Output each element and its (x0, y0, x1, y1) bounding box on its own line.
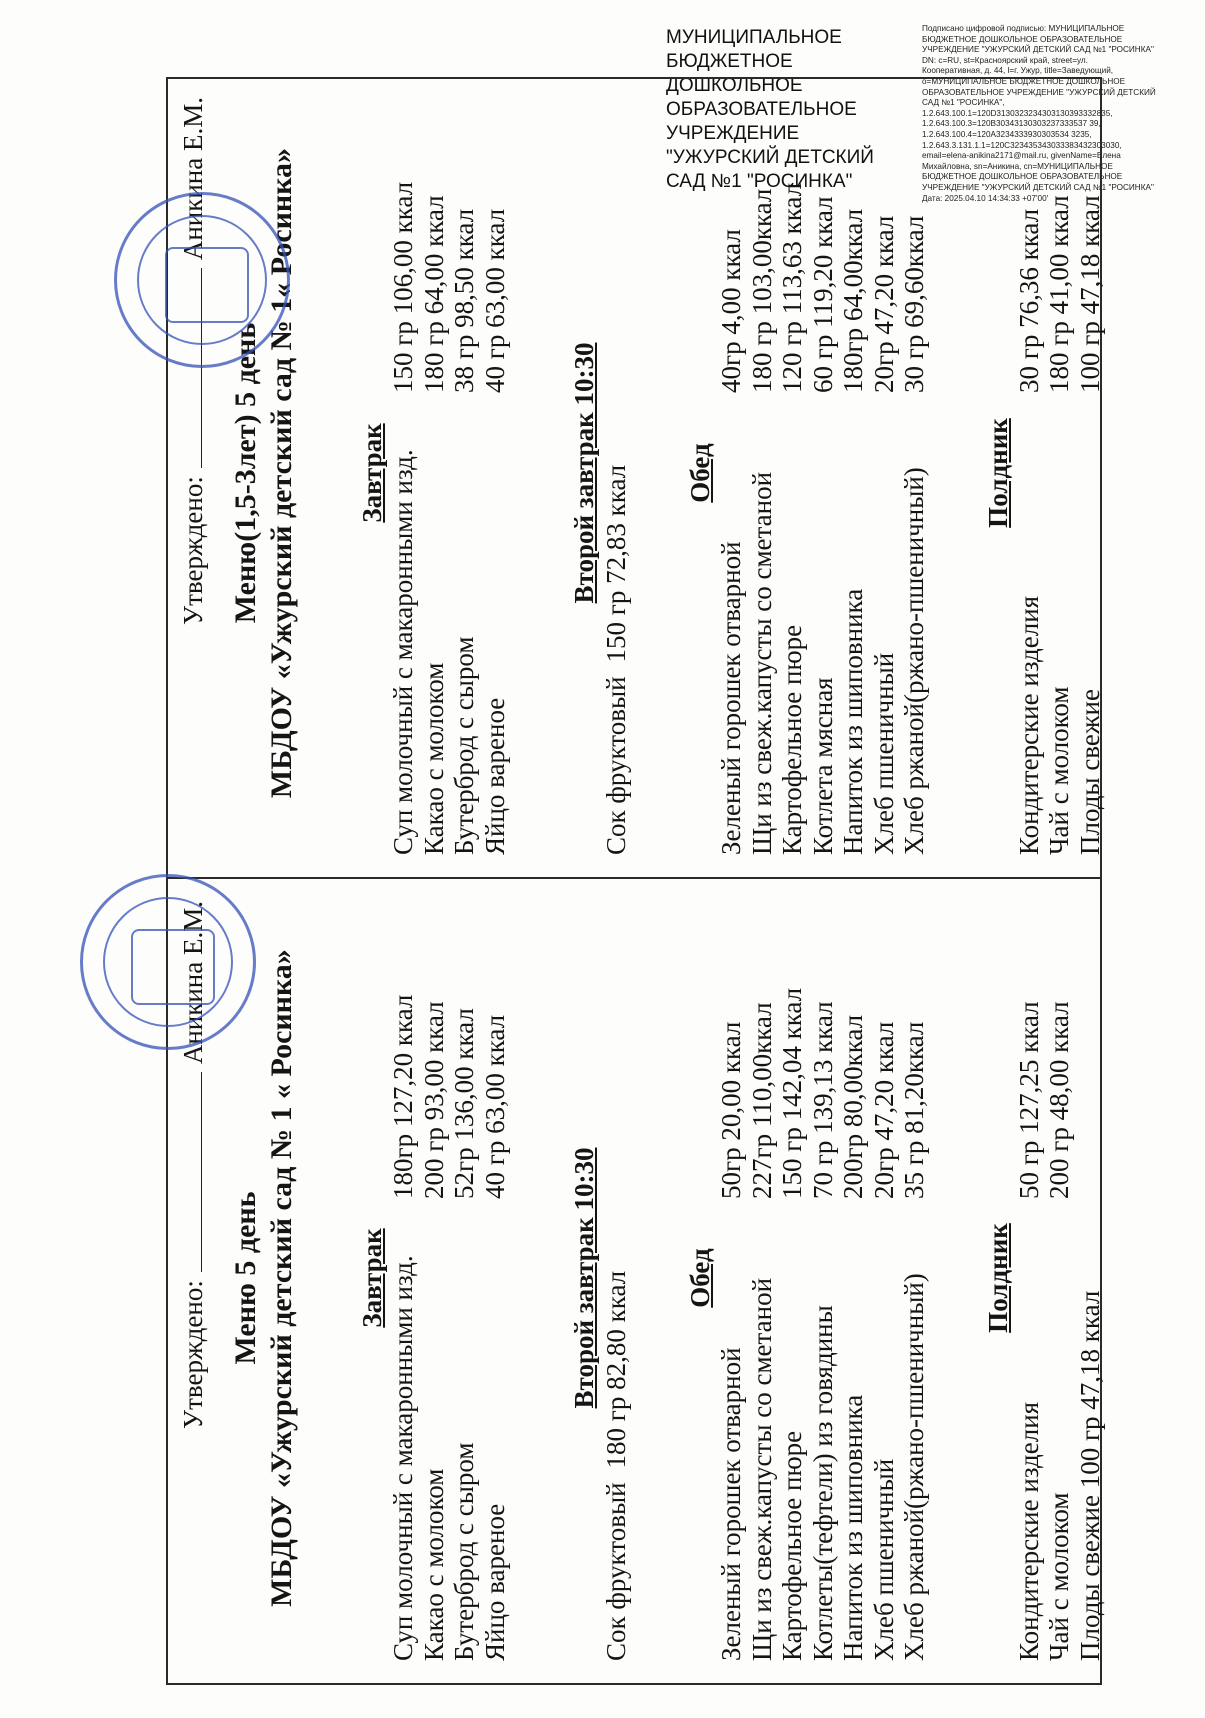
dish-name: Кондитерские изделия (1013, 595, 1044, 855)
menu-item (869, 91, 900, 855)
dish-portion-kcal: 40гр 4,00 ккал (716, 229, 746, 393)
menu-item (1075, 895, 1106, 1661)
dish-name: Напиток из шиповника (838, 588, 868, 855)
signature-details-line: 1.2.643.100.3=120B30343130303237333537 39, (922, 119, 1101, 129)
section-title-second-breakfast: Второй завтрак 10:30 (569, 342, 599, 604)
signature-details-line: САД №1 "РОСИНКА", (922, 98, 1005, 108)
signature-org-line: "УЖУРСКИЙ ДЕТСКИЙ (666, 147, 874, 168)
signature-org-line: БЮДЖЕТНОЕ (666, 51, 793, 72)
menu-item (716, 91, 747, 855)
menu-item (449, 91, 480, 855)
menu-item (600, 895, 632, 1661)
section-title-breakfast: Завтрак (357, 423, 387, 523)
menu-item (777, 895, 808, 1661)
menu-column-right (168, 75, 1105, 879)
section-title-second-breakfast: Второй завтрак 10:30 (569, 1147, 599, 1409)
section-title-lunch: Обед (685, 1248, 715, 1308)
menu-item (899, 895, 930, 1661)
dish-name: Бутерброд с сыром (449, 636, 479, 855)
dish-name: Суп молочный с макаронными изд. (388, 449, 418, 855)
dish-portion-kcal: 180 гр 82,80 ккал (601, 1270, 631, 1469)
dish-name: Сок фруктовый (601, 1482, 631, 1661)
dish-name: Хлеб пшеничный (868, 652, 899, 855)
menu-item (747, 895, 778, 1661)
dish-portion-kcal: 20гр 47,20 ккал (868, 215, 899, 393)
menu-item (600, 91, 632, 855)
dish-portion-kcal: 60 гр 119,20 ккал (807, 196, 838, 393)
signature-details-line: 1.2.643.100.1=120D3130323234303130393332835, (922, 108, 1113, 118)
menu-item (449, 895, 480, 1661)
dish-portion-kcal: 120 гр 113,63 ккал (777, 182, 807, 393)
section-title-snack: Полдник (982, 1223, 1013, 1333)
signature-org-line: МУНИЦИПАЛЬНОЕ (666, 27, 842, 48)
menu-item (777, 91, 808, 855)
dish-portion-kcal: 180 гр 64,00 ккал (418, 195, 449, 393)
dish-name: Чай с молоком (1044, 1492, 1074, 1661)
dish-portion-kcal: 150 гр 72,83 ккал (601, 464, 631, 663)
dish-name: Яйцо вареное (479, 1503, 510, 1661)
signature-org-line: САД №1 "РОСИНКА" (666, 171, 853, 192)
dish-portion-kcal: 180 гр 41,00 ккал (1044, 195, 1074, 393)
dish-portion-kcal: 150 гр 142,04 ккал (777, 987, 807, 1199)
menu-item (1014, 895, 1045, 1661)
menu-item (716, 895, 747, 1661)
signature-details-line: УЧРЕЖДЕНИЕ "УЖУРСКИЙ ДЕТСКИЙ САД №1 "РОСИНКА" (922, 182, 1154, 192)
signature-details-line: 1.2.643.3.131.1.1=120C323435343033383432303030, (922, 140, 1122, 150)
dish-portion-kcal: 150 гр 106,00 ккал (388, 181, 418, 393)
signature-details-line: Михайловна, sn=Аникина, cn=МУНИЦИПАЛЬНОЕ (922, 161, 1113, 171)
signature-details-line: email=elena-anikina2171@mail.ru, givenName=Елена (922, 151, 1121, 161)
dish-name: Какао с молоком (418, 662, 449, 855)
signature-details-line: Подписано цифровой подписью: МУНИЦИПАЛЬНОЕ (922, 24, 1125, 33)
signature-details-line: o=МУНИЦИПАЛЬНОЕ БЮДЖЕТНОЕ ДОШКОЛЬНОЕ (922, 76, 1126, 86)
menu-title: Меню(1,5-3лет) 5 день (229, 322, 262, 624)
dish-name: Щи из свеж.капусты со сметаной (746, 1277, 777, 1661)
institution-title: МБДОУ «Ужурский детский сад № 1« Росинка» (265, 147, 298, 799)
dish-name: Напиток из шиповника (838, 1394, 868, 1661)
signature-details-line: БЮДЖЕТНОЕ ДОШКОЛЬНОЕ ОБРАЗОВАТЕЛЬНОЕ (922, 34, 1123, 44)
dish-name: Плоды свежие 100 гр 47,18 ккал (1074, 1290, 1105, 1661)
menu-item (480, 91, 511, 855)
seal-stamp-right (114, 192, 290, 368)
dish-name: Плоды свежие (1074, 689, 1105, 855)
menu-item (1014, 91, 1045, 855)
menu-item (1075, 91, 1106, 855)
dish-name: Котлеты(тефтели) из говядины (807, 1305, 838, 1661)
dish-name: Зеленый горошек отварной (716, 541, 746, 855)
menu-item (1044, 91, 1075, 855)
dish-portion-kcal: 30 гр 76,36 ккал (1013, 208, 1044, 393)
signature-org-line: ДОШКОЛЬНОЕ (666, 75, 803, 96)
section-title-snack: Полдник (982, 418, 1013, 528)
dish-name: Сок фруктовый (601, 676, 631, 855)
dish-portion-kcal: 52гр 136,00 ккал (449, 1008, 479, 1199)
dish-name: Хлеб ржаной(ржано-пшеничный) (899, 467, 929, 855)
dish-name: Кондитерские изделия (1013, 1401, 1044, 1661)
dish-portion-kcal: 200гр 80,00ккал (838, 1014, 868, 1199)
dish-name: Яйцо вареное (479, 697, 510, 855)
menu-item (838, 91, 869, 855)
dish-portion-kcal: 200 гр 48,00 ккал (1044, 1001, 1074, 1199)
institution-title: МБДОУ «Ужурский детский сад № 1 « Росинка» (265, 949, 298, 1607)
dish-portion-kcal: 227гр 110,00ккал (746, 1002, 777, 1199)
dish-name: Чай с молоком (1044, 686, 1074, 855)
dish-name: Зеленый горошек отварной (716, 1347, 746, 1661)
dish-portion-kcal: 40 гр 63,00 ккал (479, 208, 510, 393)
dish-portion-kcal: 180гр 127,20 ккал (388, 994, 418, 1199)
dish-name: Котлета мясная (807, 677, 838, 855)
dish-name: Суп молочный с макаронными изд. (388, 1255, 418, 1661)
dish-portion-kcal: 35 гр 81,20ккал (899, 1021, 929, 1199)
approved-name: Аникина Е.М. (178, 901, 208, 1065)
menu-item (419, 91, 450, 855)
menu-item (419, 895, 450, 1661)
dish-portion-kcal: 180 гр 103,00ккал (746, 188, 777, 393)
dish-portion-kcal: 200 гр 93,00 ккал (418, 1001, 449, 1199)
dish-name: Бутерброд с сыром (449, 1442, 479, 1661)
signature-details-line: Кооперативная, д. 44, l=г. Ужур, title=Заведующий, (922, 66, 1114, 76)
signature-details-line: УЧРЕЖДЕНИЕ "УЖУРСКИЙ ДЕТСКИЙ САД №1 "РОСИНКА" (922, 45, 1154, 55)
menu-item (838, 895, 869, 1661)
menu-item (747, 91, 778, 855)
approved-label: Утверждено: (178, 1280, 208, 1429)
section-title-breakfast: Завтрак (357, 1228, 387, 1328)
dish-name: Картофельное пюре (777, 1430, 807, 1661)
dish-portion-kcal: 70 гр 139,13 ккал (807, 1001, 838, 1199)
menu-title: Меню 5 день (229, 1191, 262, 1365)
signature-details-line: ОБРАЗОВАТЕЛЬНОЕ УЧРЕЖДЕНИЕ "УЖУРСКИЙ ДЕТСКИЙ (922, 87, 1156, 97)
menu-item (388, 91, 419, 855)
signature-org-line: ОБРАЗОВАТЕЛЬНОЕ (666, 99, 857, 120)
signature-details-line: 1.2.643.100.4=120A3234333930303534 3235, (922, 129, 1092, 139)
dish-name: Хлеб ржаной(ржано-пшеничный) (899, 1273, 929, 1661)
menu-item (1044, 895, 1075, 1661)
menu-item (808, 895, 839, 1661)
menu-item (808, 91, 839, 855)
dish-name: Картофельное пюре (777, 624, 807, 855)
dish-portion-kcal: 100 гр 47,18 ккал (1074, 195, 1105, 393)
signature-details-line: БЮДЖЕТНОЕ ДОШКОЛЬНОЕ ОБРАЗОВАТЕЛЬНОЕ (922, 172, 1123, 182)
menu-item (480, 895, 511, 1661)
dish-name: Щи из свеж.капусты со сметаной (746, 471, 777, 855)
menu-item (869, 895, 900, 1661)
menu-column-left (168, 879, 1105, 1683)
signature-date-line (179, 1072, 202, 1272)
seal-stamp-left (80, 874, 256, 1050)
approved-name: Аникина Е.М. (178, 97, 208, 261)
signature-details-line: DN: c=RU, st=Красноярский край, street=ул. (922, 55, 1088, 65)
dish-portion-kcal (1075, 895, 1106, 1199)
dish-name: Какао с молоком (418, 1468, 449, 1661)
signature-details-line: Дата: 2025.04.10 14:34:33 +07'00' (922, 193, 1049, 203)
dish-name: Хлеб пшеничный (868, 1458, 899, 1661)
signature-org-line: УЧРЕЖДЕНИЕ (666, 123, 800, 144)
menu-sheet (166, 77, 1105, 1685)
dish-portion-kcal: 30 гр 69,60ккал (899, 215, 929, 393)
dish-portion-kcal: 180гр 64,00ккал (838, 208, 868, 393)
approved-label: Утверждено: (178, 476, 208, 625)
dish-portion-kcal: 20гр 47,20 ккал (868, 1021, 899, 1199)
dish-portion-kcal: 38 гр 98,50 ккал (449, 208, 479, 393)
dish-portion-kcal: 40 гр 63,00 ккал (479, 1014, 510, 1199)
menu-item (388, 895, 419, 1661)
dish-portion-kcal: 50 гр 127,25 ккал (1013, 1001, 1044, 1199)
dish-portion-kcal: 50гр 20,00 ккал (716, 1021, 746, 1199)
section-title-lunch: Обед (685, 443, 715, 503)
menu-item (899, 91, 930, 855)
